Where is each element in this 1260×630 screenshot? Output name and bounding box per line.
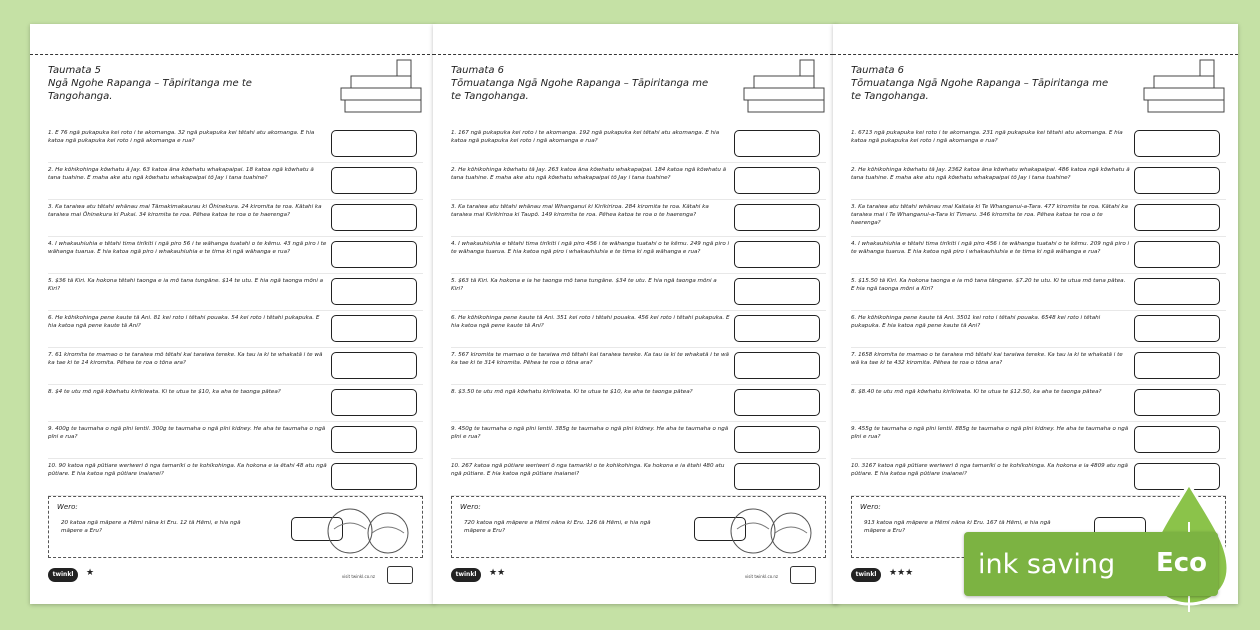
books-icon: [740, 58, 830, 118]
answer-box[interactable]: [1134, 204, 1220, 231]
answer-box[interactable]: [331, 389, 417, 416]
question-text: 1. 6713 ngā pukapuka kei roto i te akomanga. 231 ngā pukapuka kei tētahi atu akomanga. E hia katoa ngā pukapuka kei roto i ngā akomanga e rua?: [851, 130, 1123, 144]
challenge-title: Wero:: [57, 503, 78, 511]
challenge-box: [451, 496, 826, 558]
worksheet-title: Taumata 5: [48, 65, 101, 76]
question-text: 6. He kōhikohinga pene kaute tā Ani. 81 kei roto i tētahi pouaka. 54 kei roto i tētahi pukapuka. E hia katoa ngā pene kaute tā Ani?: [48, 315, 320, 329]
answer-box[interactable]: [331, 463, 417, 490]
question-row: [48, 385, 423, 422]
answer-box[interactable]: [1134, 278, 1220, 305]
question-row: [48, 348, 423, 385]
question-text: 8. $3.50 te utu mō ngā kōwhatu kirikiwata. Ki te utua te $10, ka aha te taonga pātea?: [451, 389, 693, 395]
question-text: 3. Ka taraiwa atu tētahi whānau mai Kaitaia ki Te Whanganui-a-Tara. 477 kiromita te roa. Kātahi ka taraiwa mai i Te Whanganui-a-Tara ki Timaru. 346 kiromita te roa. Pēhea katoa te roa o te haerenga?: [851, 204, 1128, 226]
answer-box[interactable]: [734, 130, 820, 157]
question-text: 7. 61 kiromita te mamao o te taraiwa mō tētahi kai taraiwa tereke. Ka tau ia ki te whakatā i te wā ka tae ki te 14 kiromita. Pēhea te roa o tōna ara?: [48, 352, 323, 366]
answer-box[interactable]: [331, 352, 417, 379]
marbles-icon: [320, 499, 416, 557]
question-text: 7. 1658 kiromita te mamao o te taraiwa mō tētahi kai taraiwa tereke. Ka tau ia ki te whakatā i te wā ka tae ki te 432 kiromita. Pēhea te roa o tōna ara?: [851, 352, 1123, 366]
worksheet-footer: [48, 566, 423, 586]
answer-box[interactable]: [331, 426, 417, 453]
ink-saving-label: ink saving: [978, 548, 1116, 580]
worksheet-header: [851, 64, 1121, 103]
question-row: [851, 126, 1226, 163]
worksheet-footer: [451, 566, 826, 586]
answer-box[interactable]: [331, 167, 417, 194]
question-text: 9. 455g te taumaha o ngā pīni lentil. 885g te taumaha o ngā pīni kidney. He aha te taumaha o ngā pīni e rua?: [851, 426, 1129, 440]
answer-box[interactable]: [1134, 352, 1220, 379]
worksheet-subtitle: Tōmuatanga Ngā Ngohe Rapanga – Tāpiritanga me te Tangohanga.: [451, 78, 709, 102]
worksheet-subtitle: Ngā Ngohe Rapanga – Tāpiritanga me te Tangohanga.: [48, 78, 252, 102]
question-text: 5. $36 tā Kiri. Ka hokona tētahi taonga e ia mō tana tungāne. $14 te utu. E hia ngā taonga mōni a Kiri?: [48, 278, 324, 292]
question-text: 2. He kōhikohinga kōwhatu ā Jay. 63 katoa āna kōwhatu whakapaipai. 18 katoa ngā kōwhatu ā tana tuahine. E maha ake atu ngā kōwhatu whakapaipai tō Jay i tana tuahine?: [48, 167, 314, 181]
challenge-title: Wero:: [860, 503, 881, 511]
question-text: 10. 90 katoa ngā pūtiare weriweri ō nga tamariki o te kohikohinga. Ka hokona e ia ētahi 48 atu ngā pūtiare. E hia katoa ngā pūtiare inaianei?: [48, 463, 327, 477]
question-text: 4. I whakauhiuhia e tētahi tima tirikiti i ngā piro 456 i te wāhanga tuatahi o te kēmu. 209 ngā piro i te wāhanga tuarua. E hia katoa ngā piro i whakauhiuhia e te tima ki ngā wāhanga e rua?: [851, 241, 1130, 255]
worksheet-subtitle: Tōmuatanga Ngā Ngohe Rapanga – Tāpiritanga me te Tangohanga.: [851, 78, 1109, 102]
question-text: 9. 400g te taumaha o ngā pīni lentil. 300g te taumaha o ngā pīni kidney. He aha te taumaha o ngā pīni e rua?: [48, 426, 326, 440]
twinkl-logo: twinkl: [451, 568, 481, 582]
question-row: [451, 459, 826, 496]
question-row: [48, 459, 423, 496]
site-link[interactable]: visit twinkl.co.nz: [341, 574, 375, 579]
question-text: 8. $8.40 te utu mō ngā kōwhatu kirikiwata. Ki te utua te $12.50, ka aha te taonga pātea?: [851, 389, 1102, 395]
challenge-title: Wero:: [460, 503, 481, 511]
answer-box[interactable]: [734, 315, 820, 342]
answer-box[interactable]: [734, 426, 820, 453]
question-text: 8. $4 te utu mō ngā kōwhatu kirikiwata. Ki te utua te $10, ka aha te taonga pātea?: [48, 389, 281, 395]
cut-line: [833, 54, 1238, 55]
question-text: 3. Ka taraiwa atu tētahi whānau mai Whanganui ki Kirikiriroa. 284 kiromita te roa. Kātahi ka taraiwa mai Kirikiriroa ki Taupō. 149 kiromita te roa. Pēhea katoa te roa o te haerenga?: [451, 204, 709, 218]
answer-box[interactable]: [331, 204, 417, 231]
worksheet-header: [451, 64, 721, 103]
challenge-question: 913 katoa ngā māpere a Hēmi nāna ki Eru. 167 tā Hēmi, e hia ngā māpere a Eru?: [864, 520, 1051, 534]
question-row: [451, 385, 826, 422]
answer-box[interactable]: [734, 241, 820, 268]
question-row: [451, 348, 826, 385]
question-list: [851, 126, 1226, 496]
question-row: [48, 163, 423, 200]
difficulty-stars: ★: [86, 568, 95, 578]
answer-box[interactable]: [1134, 130, 1220, 157]
question-list: [48, 126, 423, 496]
books-icon: [1140, 58, 1230, 118]
quality-badge-icon: [387, 566, 413, 584]
cut-line: [433, 54, 838, 55]
question-text: 4. I whakauhiuhia e tētahi tima tirikiti i ngā piro 456 i te wāhanga tuatahi o te kēmu. 249 ngā piro i te wāhanga tuarua. E hia katoa ngā piro i whakauhiuhia e te tima ki ngā wāhanga e rua?: [451, 241, 730, 255]
question-text: 2. He kōhikohinga kōwhatu tā Jay. 263 katoa āna kōwhatu whakapaipai. 184 katoa ngā kōwhatu ā tana tuahine. E maha ake atu ngā kōwhatu whakapaipai tō Jay i tana tuahine?: [451, 167, 727, 181]
answer-box[interactable]: [734, 352, 820, 379]
question-text: 6. He kōhikohinga pene kaute tā Ani. 3501 kei roto i tētahi pouaka. 6548 kei roto i tētahi pukapuka. E hia katoa ngā pene kaute tā Ani?: [851, 315, 1101, 329]
question-row: [851, 163, 1226, 200]
question-text: 7. 567 kiromita te mamao o te taraiwa mō tētahi kai taraiwa tereke. Ka tau ia ki te whakatā i te wā ka tae ki te 314 kiromita. Pēhea te roa o tōna ara?: [451, 352, 729, 366]
question-row: [48, 274, 423, 311]
answer-box[interactable]: [331, 241, 417, 268]
answer-box[interactable]: [331, 130, 417, 157]
answer-box[interactable]: [1134, 167, 1220, 194]
question-text: 1. 167 ngā pukapuka kei roto i te akomanga. 192 ngā pukapuka kei tētahi atu akomanga. E hia katoa ngā pukapuka kei roto i ngā akomanga e rua?: [451, 130, 720, 144]
question-row: [451, 126, 826, 163]
marbles-icon: [723, 499, 819, 557]
twinkl-logo: twinkl: [851, 568, 881, 582]
question-row: [851, 348, 1226, 385]
eco-label: Eco: [1156, 548, 1208, 578]
answer-box[interactable]: [734, 204, 820, 231]
question-row: [851, 422, 1226, 459]
answer-box[interactable]: [734, 389, 820, 416]
question-row: [851, 237, 1226, 274]
site-link[interactable]: visit twinkl.co.nz: [744, 574, 778, 579]
question-text: 10. 3167 katoa ngā pūtiare weriweri ō nga tamariki o te kohikohinga. Ka hokona e ia 4809 atu ngā pūtiare. E hia katoa ngā pūtiare inaianei?: [851, 463, 1128, 477]
question-row: [48, 200, 423, 237]
answer-box[interactable]: [1134, 389, 1220, 416]
question-row: [48, 126, 423, 163]
question-list: [451, 126, 826, 496]
question-row: [851, 311, 1226, 348]
cut-line: [30, 54, 435, 55]
challenge-box: [48, 496, 423, 558]
question-text: 10. 267 katoa ngā pūtiare weriweri ō nga tamariki o te kohikohinga. Ka hokona e ia ētahi 480 atu ngā pūtiare. E hia katoa ngā pūtiare inaianei?: [451, 463, 725, 477]
difficulty-stars: ★★★: [889, 568, 914, 578]
challenge-question: 20 katoa ngā māpere a Hēmi nāna ki Eru. 12 tā Hēmi, e hia ngā māpere a Eru?: [61, 520, 241, 534]
question-row: [851, 274, 1226, 311]
difficulty-stars: ★★: [489, 568, 506, 578]
question-text: 9. 450g te taumaha o ngā pīni lentil. 385g te taumaha o ngā pīni kidney. He aha te taumaha o ngā pīni e rua?: [451, 426, 729, 440]
question-row: [451, 163, 826, 200]
question-row: [48, 237, 423, 274]
worksheet-level-6a: [433, 24, 838, 604]
question-text: 6. He kōhikohinga pene kaute tā Ani. 351 kei roto i tētahi pouaka. 456 kei roto i tētahi pukapuka. E hia katoa ngā pene kaute tā Ani?: [451, 315, 730, 329]
answer-box[interactable]: [734, 278, 820, 305]
answer-box[interactable]: [734, 463, 820, 490]
challenge-question: 720 katoa ngā māpere a Hēmi nāna ki Eru. 126 tā Hēmi, e hia ngā māpere a Eru?: [464, 520, 651, 534]
books-icon: [337, 58, 427, 118]
question-row: [451, 311, 826, 348]
question-text: 5. $63 tā Kiri. Ka hokona e ia he taonga mō tana tungāne. $34 te utu. E hia ngā taonga mōni a Kiri?: [451, 278, 717, 292]
question-row: [451, 274, 826, 311]
question-row: [48, 422, 423, 459]
question-text: 4. I whakauhiuhia e tētahi tima tirikiti i ngā piro 56 i te wāhanga tuatahi o te kēmu. 43 ngā piro i te wāhanga tuarua. E hia katoa ngā piro i whakauhiuhia e te tima ki ngā wāhanga e rua?: [48, 241, 327, 255]
answer-box[interactable]: [1134, 315, 1220, 342]
answer-box[interactable]: [1134, 241, 1220, 268]
worksheet-title: Taumata 6: [851, 65, 904, 76]
question-row: [451, 200, 826, 237]
answer-box[interactable]: [331, 315, 417, 342]
worksheet-title: Taumata 6: [451, 65, 504, 76]
worksheet-header: [48, 64, 318, 103]
answer-box[interactable]: [331, 278, 417, 305]
question-text: 5. $15.50 tā Kiri. Ka hokona taonga e ia mō tana tāngane. $7.20 te utu. Ki te utua mō tana pātea. E hia ngā taonga mōni a Kiri?: [851, 278, 1126, 292]
worksheet-level-5: [30, 24, 435, 604]
twinkl-logo: twinkl: [48, 568, 78, 582]
answer-box[interactable]: [734, 167, 820, 194]
question-row: [851, 385, 1226, 422]
question-row: [48, 311, 423, 348]
question-row: [851, 200, 1226, 237]
quality-badge-icon: [790, 566, 816, 584]
question-text: 1. E 76 ngā pukapuka kei roto i te akomanga. 32 ngā pukapuka kei tētahi atu akomanga. E hia katoa ngā pukapuka kei roto i ngā akomanga e rua?: [48, 130, 315, 144]
question-text: 2. He kōhikohinga kōwhatu tā Jay. 2362 katoa āna kōwhatu whakapaipai. 486 katoa ngā kōwhatu ā tana tuahine. E maha ake atu ngā kōwhatu whakapaipai tō Jay i tana tuahine?: [851, 167, 1130, 181]
answer-box[interactable]: [1134, 426, 1220, 453]
question-text: 3. Ka taraiwa atu tētahi whānau mai Tāmakimakaurau ki Ōhinekura. 24 kiromita te roa. Kātahi ka taraiwa mai Ōhinekura ki Pukai. 34 kiromita te roa. Pēhea katoa te roa o te haerenga?: [48, 204, 322, 218]
question-row: [451, 422, 826, 459]
question-row: [451, 237, 826, 274]
